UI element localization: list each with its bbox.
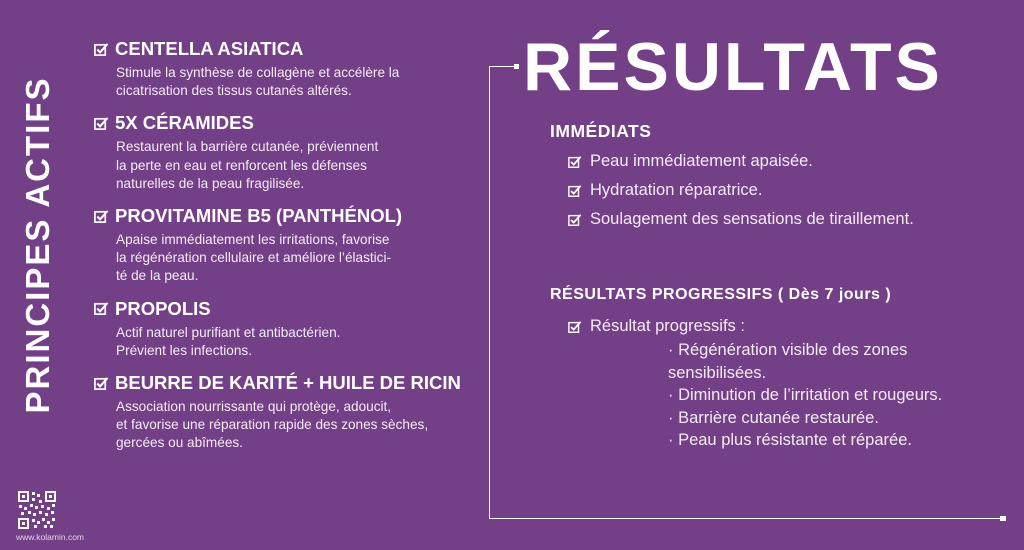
actif-line: Association nourrissante qui protège, adoucit, [116, 399, 392, 415]
checkbox-checked-icon [94, 116, 109, 131]
checkbox-checked-icon [94, 301, 109, 316]
sub-list-item: · Régénération visible des zones [668, 341, 908, 359]
actif-line: cicatrisation des tissus cutanés altérés. [116, 83, 352, 99]
progressifs-sub-list [668, 339, 942, 452]
actif-description [94, 138, 494, 193]
actif-description [94, 324, 494, 360]
result-item-label: Résultat progressifs : [590, 317, 745, 335]
sub-list-item: · Barrière cutanée restaurée. [668, 408, 879, 427]
actif-line: et favorise une réparation rapide des zones sèches, [116, 417, 429, 433]
immediats-title: IMMÉDIATS [550, 121, 652, 141]
actif-line: Restaurent la barrière cutanée, préviennent [116, 139, 379, 155]
actif-item [94, 372, 494, 453]
actif-title: BEURRE DE KARITÉ + HUILE DE RICIN [115, 372, 461, 394]
actif-line: naturelles de la peau fragilisée. [116, 175, 305, 191]
actif-title: PROPOLIS [115, 297, 211, 319]
actif-description [94, 398, 494, 453]
actif-description [94, 231, 494, 286]
side-title-container [14, 30, 62, 460]
actif-title: 5X CÉRAMIDES [115, 112, 254, 134]
actifs-list [94, 38, 494, 465]
actif-item [94, 205, 494, 286]
checkbox-checked-icon [568, 184, 582, 198]
actif-description [94, 64, 494, 100]
sub-list-item: · Peau plus résistante et réparée. [668, 431, 912, 449]
qr-code-icon [18, 491, 56, 529]
actif-line: la perte en eau et renforcent les défenses [116, 157, 367, 173]
actif-title: CENTELLA ASIATICA [115, 38, 304, 59]
result-item [568, 317, 745, 336]
actif-line: la régénération cellulaire et améliore l’élastici- [116, 250, 392, 266]
resultats-title: RÉSULTATS [523, 29, 943, 105]
result-item-label: Hydratation réparatrice. [590, 181, 763, 199]
checkbox-checked-icon [568, 320, 582, 334]
checkbox-checked-icon [94, 42, 109, 57]
actif-item [94, 298, 494, 360]
actif-line: té de la peau. [116, 268, 199, 284]
progressifs-title: RÉSULTATS PROGRESSIFS ( Dès 7 jours ) [550, 286, 892, 303]
checkbox-checked-icon [568, 155, 582, 169]
frame-divider [489, 66, 490, 519]
actif-line: gercées ou abîmées. [116, 435, 243, 451]
result-item-label: Soulagement des sensations de tiraillement. [590, 210, 914, 228]
checkbox-checked-icon [94, 209, 109, 224]
actif-item [94, 112, 494, 193]
actif-line: Apaise immédiatement les irritations, favorise [116, 232, 390, 248]
actif-line: Actif naturel purifiant et antibactérien. [116, 324, 341, 340]
sub-list-item: · Diminution de l’irritation et rougeurs. [668, 386, 943, 404]
checkbox-checked-icon [568, 213, 582, 227]
actif-item [94, 38, 494, 100]
actif-line: Prévient les infections. [116, 342, 253, 358]
sub-list-item: sensibilisées. [668, 363, 767, 382]
result-item-label: Peau immédiatement apaisée. [590, 152, 813, 170]
website-url: www.kolamin.com [16, 532, 85, 542]
side-title: PRINCIPES ACTIFS [19, 76, 56, 414]
actif-line: Stimule la synthèse de collagène et accélère la [116, 65, 400, 80]
actif-title: PROVITAMINE B5 (PANTHÉNOL) [115, 205, 403, 227]
result-item [568, 152, 813, 171]
result-item [568, 210, 914, 229]
result-item [568, 181, 762, 200]
frame-corner-dot [1000, 516, 1006, 521]
frame-corner-dot [514, 64, 519, 69]
frame-divider [489, 518, 1004, 519]
checkbox-checked-icon [94, 376, 109, 391]
frame-divider [489, 66, 516, 67]
